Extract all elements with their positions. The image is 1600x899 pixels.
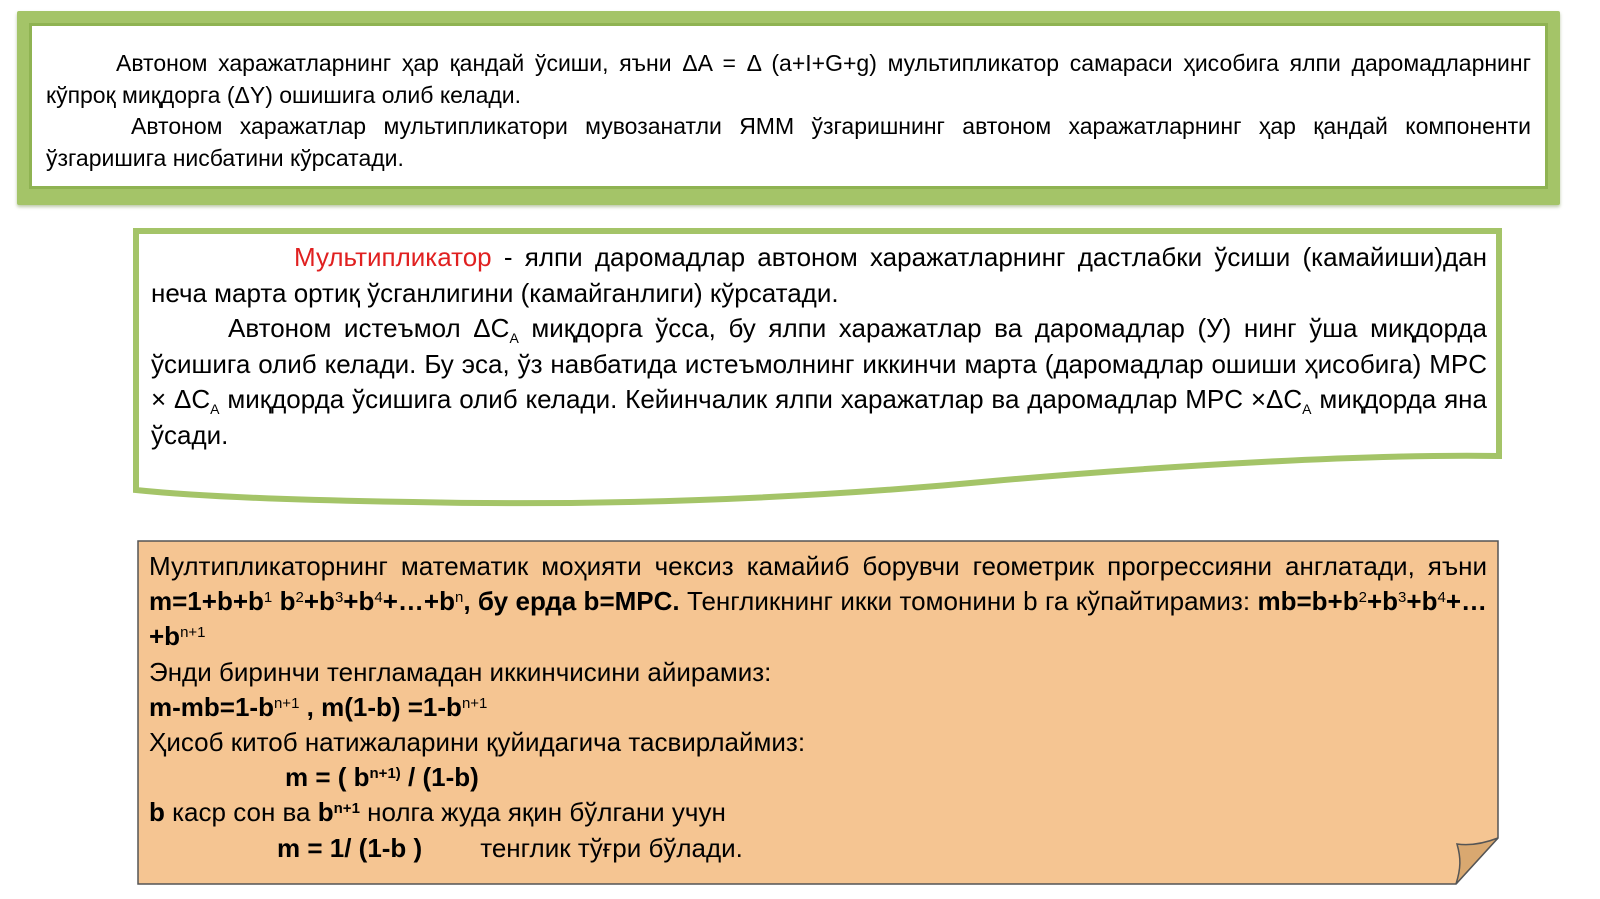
- formula-part: b: [149, 797, 165, 828]
- multiplier-definition-box: [133, 228, 1503, 520]
- formula-part: +b: [1366, 586, 1399, 617]
- text-part: миқдорда яна ўсади.: [151, 384, 1487, 450]
- formula-part: m-mb=1-b: [149, 691, 274, 722]
- result-formula-line: [149, 760, 1487, 795]
- formula-part: , m(1-b) =1-b: [299, 691, 462, 722]
- final-formula-line: [149, 831, 1487, 866]
- result-intro-line: Ҳисоб китоб натижаларини қуйидагича тасвирлаймиз:: [149, 727, 806, 758]
- superscript: n+1: [273, 694, 300, 712]
- text-part: Мултипликаторнинг математик моҳияти чексиз камайиб борувчи геометрик прогрессияни англатади, яъни: [149, 551, 1487, 581]
- formula-part: b: [317, 797, 334, 828]
- text-part: Автоном истеъмол ΔC: [228, 313, 510, 343]
- subscript-a: A: [1302, 401, 1312, 417]
- top-paragraph-2: Автоном харажатлар мультипликатори мувозанатли ЯММ ўзгаришнинг автоном харажатларнинг ҳар қандай компоненти ўзгаришига нисбатини кўрсатади.: [46, 113, 1531, 171]
- formula-part: m = ( b: [285, 762, 370, 793]
- consumption-paragraph: [151, 311, 1487, 453]
- text-part: нолга жуда яқин бўлгани учун: [359, 797, 726, 828]
- formula-part: +b: [1406, 586, 1438, 617]
- definition-paragraph: [151, 240, 1487, 311]
- superscript: n+1: [461, 694, 488, 712]
- text-part: тенглик тўғри бўлади.: [480, 832, 743, 863]
- formula-part: m = 1/ (1-b ): [277, 832, 423, 863]
- superscript: 3: [334, 589, 344, 607]
- superscript: 4: [374, 589, 383, 607]
- superscript: 2: [295, 589, 304, 607]
- superscript: 3: [1398, 589, 1407, 607]
- superscript: n: [454, 589, 464, 607]
- fraction-note-line: [149, 795, 1487, 830]
- formula-part: b: [272, 586, 296, 617]
- superscript: n+1): [369, 765, 401, 783]
- subtract-line: Энди биринчи тенгламадан иккинчисини айирамиз:: [149, 656, 772, 687]
- subscript-a: A: [210, 401, 220, 417]
- math-explanation-box: [137, 540, 1499, 885]
- multiplier-term: Мультипликатор: [294, 242, 492, 272]
- text-part: Тенгликнинг икки томонини b га кўпайтирамиз:: [679, 586, 1258, 617]
- text-part: каср сон ва: [164, 797, 318, 828]
- formula-part: +b: [343, 586, 375, 617]
- superscript: 2: [1358, 589, 1367, 607]
- definition-text: - ялпи даромадлар автоном харажатларнинг дастлабки ўсиши (камайиши)дан неча марта ортиқ ўсганлигини (камайганлиги) кўрсатади.: [151, 242, 1487, 308]
- formula-part: m=1+b+b: [149, 586, 264, 617]
- formula-paragraph: [149, 549, 1487, 655]
- text-part: миқдорга ўсса, бу ялпи харажатлар ва даромадлар (У) нинг ўша миқдорда ўсишига олиб келади. Бу эса, ўз навбатида истеъмолнинг иккинчи марта (даромадлар ошиши ҳисобига) MPC × ΔC: [151, 313, 1487, 414]
- equation-line: [149, 690, 1487, 725]
- superscript: n+1: [333, 800, 360, 818]
- superscript: 1: [263, 589, 273, 607]
- formula-part: +…+b: [382, 586, 455, 617]
- formula-part: mb=b+b: [1257, 586, 1359, 617]
- superscript: 4: [1437, 589, 1446, 607]
- text-part: миқдорда ўсишига олиб келади. Кейинчалик ялпи харажатлар ва даромадлар MPC ×ΔC: [219, 384, 1303, 414]
- formula-part: , бу ерда b=MPC.: [463, 586, 680, 617]
- top-green-frame: [17, 11, 1560, 205]
- top-text-panel: [29, 23, 1548, 189]
- formula-part: / (1-b): [400, 762, 479, 793]
- formula-part: +b: [303, 586, 335, 617]
- subscript-a: A: [509, 330, 519, 346]
- formula-part: +…+b: [149, 586, 1487, 652]
- superscript: n+1: [180, 624, 206, 642]
- top-paragraph-1: Автоном харажатларнинг ҳар қандай ўсиши, яъни ΔA = Δ (a+I+G+g) мультипликатор самараси ҳисобига ялпи даромадларнинг кўпроқ миқдорга (ΔY) ошишига олиб келади.: [46, 50, 1531, 108]
